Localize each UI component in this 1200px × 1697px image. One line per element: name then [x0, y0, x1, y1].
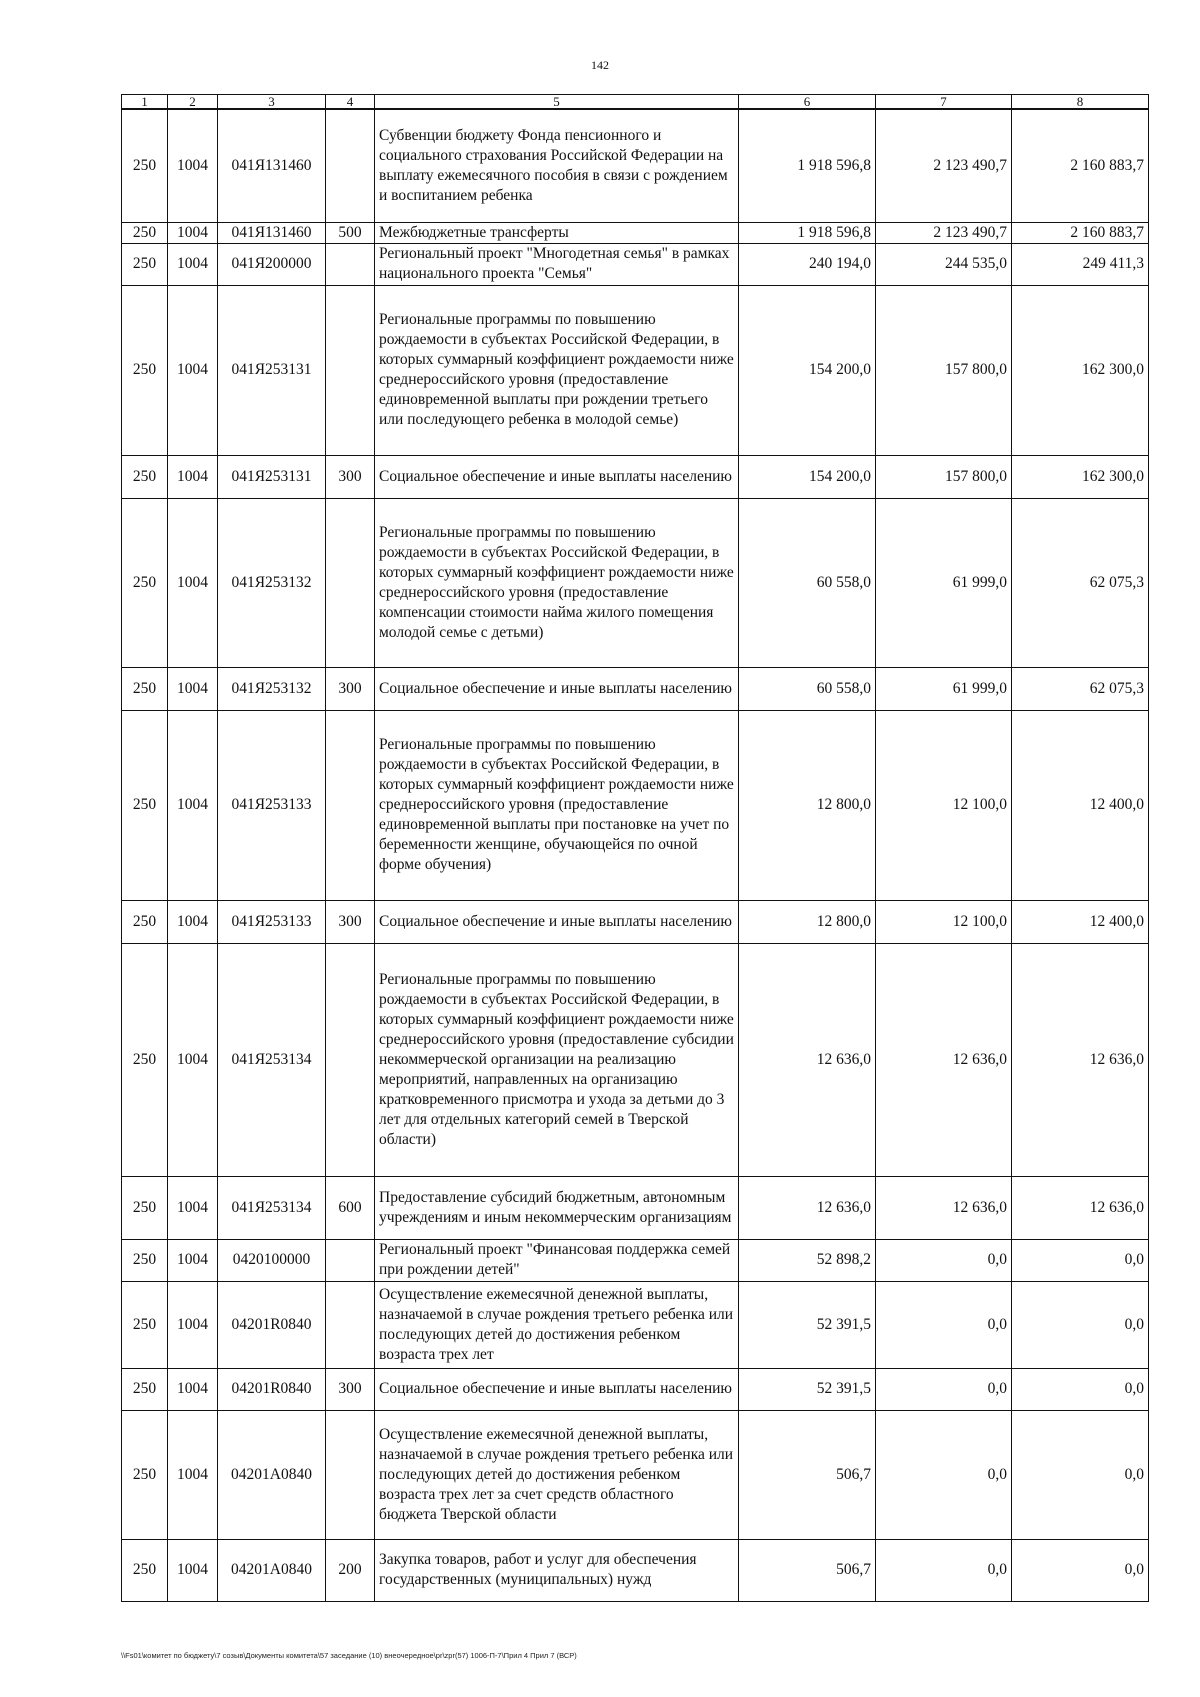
cell-ministry: 250: [122, 1176, 168, 1239]
cell-amount-year-1: 52 391,5: [739, 1281, 876, 1368]
cell-target-article: 04201A0840: [218, 1539, 326, 1601]
cell-ministry: 250: [122, 1368, 168, 1410]
cell-target-article: 04201R0840: [218, 1368, 326, 1410]
cell-description: Региональные программы по повышению рождаемости в субъектах Российской Федерации, в которых суммарный коэффициент рождаемости ниже среднероссийского уровня (предоставление единовременной выплаты при рождении третьего или последующего ребенка в молодой семье): [375, 285, 739, 455]
cell-expense-type: [326, 1239, 375, 1281]
cell-amount-year-3: 12 400,0: [1012, 900, 1149, 943]
cell-ministry: 250: [122, 222, 168, 243]
cell-ministry: 250: [122, 1239, 168, 1281]
cell-section: 1004: [168, 1368, 218, 1410]
column-header-7: 7: [876, 95, 1012, 110]
cell-description: Региональные программы по повышению рождаемости в субъектах Российской Федерации, в которых суммарный коэффициент рождаемости ниже среднероссийского уровня (предоставление субсидии некоммерческой организации на реализацию мероприятий, направленных на организацию кратковременного присмотра и ухода за детьми до 3 лет для отдельных категорий семей в Тверской области): [375, 943, 739, 1176]
cell-expense-type: 300: [326, 1368, 375, 1410]
cell-amount-year-1: 52 898,2: [739, 1239, 876, 1281]
table-row: [122, 710, 1149, 900]
cell-amount-year-1: 60 558,0: [739, 498, 876, 667]
cell-expense-type: [326, 710, 375, 900]
table-row: [122, 1539, 1149, 1601]
table-row: [122, 900, 1149, 943]
cell-ministry: 250: [122, 243, 168, 285]
cell-description: Социальное обеспечение и иные выплаты населению: [375, 455, 739, 498]
cell-target-article: 0420100000: [218, 1239, 326, 1281]
cell-description: Субвенции бюджету Фонда пенсионного и социального страхования Российской Федерации на выплату ежемесячного пособия в связи с рождением и воспитанием ребенка: [375, 109, 739, 222]
cell-amount-year-3: 2 160 883,7: [1012, 222, 1149, 243]
table-row: [122, 455, 1149, 498]
cell-ministry: 250: [122, 498, 168, 667]
cell-amount-year-2: 61 999,0: [876, 498, 1012, 667]
cell-amount-year-1: 1 918 596,8: [739, 222, 876, 243]
column-header-4: 4: [326, 95, 375, 110]
cell-section: 1004: [168, 455, 218, 498]
cell-expense-type: 300: [326, 667, 375, 710]
cell-amount-year-2: 2 123 490,7: [876, 222, 1012, 243]
cell-expense-type: [326, 243, 375, 285]
cell-section: 1004: [168, 943, 218, 1176]
cell-amount-year-2: 0,0: [876, 1410, 1012, 1539]
cell-amount-year-2: 12 636,0: [876, 1176, 1012, 1239]
cell-description: Предоставление субсидий бюджетным, автономным учреждениям и иным некоммерческим организациям: [375, 1176, 739, 1239]
cell-target-article: 041Я253131: [218, 455, 326, 498]
cell-amount-year-3: 2 160 883,7: [1012, 109, 1149, 222]
cell-expense-type: [326, 285, 375, 455]
cell-amount-year-1: 12 800,0: [739, 900, 876, 943]
cell-description: Осуществление ежемесячной денежной выплаты, назначаемой в случае рождения третьего ребенка или последующих детей до достижения ребенком возраста трех лет: [375, 1281, 739, 1368]
cell-description: Региональный проект "Финансовая поддержка семей при рождении детей": [375, 1239, 739, 1281]
cell-section: 1004: [168, 1410, 218, 1539]
cell-target-article: 041Я200000: [218, 243, 326, 285]
cell-target-article: 041Я253133: [218, 900, 326, 943]
cell-amount-year-2: 157 800,0: [876, 455, 1012, 498]
cell-section: 1004: [168, 1281, 218, 1368]
cell-amount-year-1: 52 391,5: [739, 1368, 876, 1410]
cell-expense-type: 600: [326, 1176, 375, 1239]
cell-amount-year-1: 506,7: [739, 1410, 876, 1539]
cell-amount-year-3: 0,0: [1012, 1539, 1149, 1601]
table-row: [122, 1281, 1149, 1368]
cell-amount-year-1: 12 800,0: [739, 710, 876, 900]
cell-amount-year-3: 12 400,0: [1012, 710, 1149, 900]
table-row: [122, 285, 1149, 455]
cell-amount-year-3: 12 636,0: [1012, 1176, 1149, 1239]
cell-expense-type: 500: [326, 222, 375, 243]
table-row: [122, 943, 1149, 1176]
cell-ministry: 250: [122, 900, 168, 943]
cell-amount-year-3: 0,0: [1012, 1368, 1149, 1410]
cell-amount-year-3: 62 075,3: [1012, 667, 1149, 710]
cell-section: 1004: [168, 498, 218, 667]
table-row: [122, 1368, 1149, 1410]
cell-amount-year-2: 0,0: [876, 1281, 1012, 1368]
cell-amount-year-2: 61 999,0: [876, 667, 1012, 710]
cell-amount-year-2: 12 100,0: [876, 900, 1012, 943]
cell-amount-year-2: 244 535,0: [876, 243, 1012, 285]
column-header-3: 3: [218, 95, 326, 110]
cell-description: Социальное обеспечение и иные выплаты населению: [375, 1368, 739, 1410]
column-header-2: 2: [168, 95, 218, 110]
page-number: 142: [591, 58, 609, 72]
cell-amount-year-3: 12 636,0: [1012, 943, 1149, 1176]
cell-ministry: 250: [122, 710, 168, 900]
cell-description: Межбюджетные трансферты: [375, 222, 739, 243]
cell-expense-type: 200: [326, 1539, 375, 1601]
cell-amount-year-1: 12 636,0: [739, 1176, 876, 1239]
cell-amount-year-3: 162 300,0: [1012, 455, 1149, 498]
table-row: [122, 498, 1149, 667]
cell-amount-year-2: 0,0: [876, 1368, 1012, 1410]
cell-target-article: 041Я131460: [218, 109, 326, 222]
cell-ministry: 250: [122, 455, 168, 498]
cell-target-article: 04201A0840: [218, 1410, 326, 1539]
cell-description: Осуществление ежемесячной денежной выплаты, назначаемой в случае рождения третьего ребенка или последующих детей до достижения ребенком возраста трех лет за счет средств областного бюджета Тверской области: [375, 1410, 739, 1539]
cell-section: 1004: [168, 243, 218, 285]
table-row: [122, 1410, 1149, 1539]
cell-target-article: 041Я253134: [218, 1176, 326, 1239]
cell-section: 1004: [168, 1539, 218, 1601]
table-row: [122, 109, 1149, 222]
cell-ministry: 250: [122, 109, 168, 222]
cell-section: 1004: [168, 710, 218, 900]
cell-target-article: 041Я131460: [218, 222, 326, 243]
file-path-footer: \\Fs01\комитет по бюджету\7 созыв\Документы комитета\57 заседание (10) внеочередное\pr\zpr(57) 1006-П-7\Прил 4 Прил 7 (ВСР): [121, 1651, 577, 1660]
cell-section: 1004: [168, 222, 218, 243]
cell-amount-year-1: 12 636,0: [739, 943, 876, 1176]
cell-amount-year-2: 12 636,0: [876, 943, 1012, 1176]
cell-amount-year-3: 0,0: [1012, 1281, 1149, 1368]
table-row: [122, 243, 1149, 285]
cell-ministry: 250: [122, 667, 168, 710]
cell-expense-type: [326, 109, 375, 222]
cell-amount-year-1: 240 194,0: [739, 243, 876, 285]
table-row: [122, 222, 1149, 243]
table-row: [122, 1176, 1149, 1239]
cell-ministry: 250: [122, 285, 168, 455]
cell-target-article: 041Я253132: [218, 667, 326, 710]
cell-section: 1004: [168, 667, 218, 710]
cell-amount-year-2: 0,0: [876, 1539, 1012, 1601]
cell-target-article: 041Я253132: [218, 498, 326, 667]
cell-section: 1004: [168, 285, 218, 455]
table-row: [122, 667, 1149, 710]
column-header-6: 6: [739, 95, 876, 110]
cell-amount-year-3: 0,0: [1012, 1239, 1149, 1281]
column-header-8: 8: [1012, 95, 1149, 110]
cell-expense-type: 300: [326, 455, 375, 498]
cell-target-article: 041Я253133: [218, 710, 326, 900]
cell-expense-type: [326, 1410, 375, 1539]
cell-amount-year-3: 0,0: [1012, 1410, 1149, 1539]
cell-amount-year-2: 157 800,0: [876, 285, 1012, 455]
cell-amount-year-3: 249 411,3: [1012, 243, 1149, 285]
cell-ministry: 250: [122, 1539, 168, 1601]
cell-description: Социальное обеспечение и иные выплаты населению: [375, 900, 739, 943]
cell-expense-type: [326, 498, 375, 667]
cell-description: Региональные программы по повышению рождаемости в субъектах Российской Федерации, в которых суммарный коэффициент рождаемости ниже среднероссийского уровня (предоставление единовременной выплаты при постановке на учет по беременности женщине, обучающейся по очной форме обучения): [375, 710, 739, 900]
cell-section: 1004: [168, 900, 218, 943]
column-header-5: 5: [375, 95, 739, 110]
cell-amount-year-1: 60 558,0: [739, 667, 876, 710]
cell-target-article: 041Я253131: [218, 285, 326, 455]
cell-expense-type: [326, 1281, 375, 1368]
cell-section: 1004: [168, 109, 218, 222]
header-row: [122, 95, 1149, 110]
cell-ministry: 250: [122, 943, 168, 1176]
column-header-1: 1: [122, 95, 168, 110]
cell-amount-year-1: 506,7: [739, 1539, 876, 1601]
cell-amount-year-1: 154 200,0: [739, 455, 876, 498]
cell-expense-type: [326, 943, 375, 1176]
cell-section: 1004: [168, 1239, 218, 1281]
cell-target-article: 041Я253134: [218, 943, 326, 1176]
cell-amount-year-1: 154 200,0: [739, 285, 876, 455]
cell-amount-year-3: 162 300,0: [1012, 285, 1149, 455]
cell-amount-year-2: 12 100,0: [876, 710, 1012, 900]
cell-description: Региональные программы по повышению рождаемости в субъектах Российской Федерации, в которых суммарный коэффициент рождаемости ниже среднероссийского уровня (предоставление компенсации стоимости найма жилого помещения молодой семье с детьми): [375, 498, 739, 667]
cell-expense-type: 300: [326, 900, 375, 943]
cell-ministry: 250: [122, 1281, 168, 1368]
cell-amount-year-3: 62 075,3: [1012, 498, 1149, 667]
cell-target-article: 04201R0840: [218, 1281, 326, 1368]
cell-section: 1004: [168, 1176, 218, 1239]
cell-amount-year-2: 2 123 490,7: [876, 109, 1012, 222]
cell-description: Социальное обеспечение и иные выплаты населению: [375, 667, 739, 710]
cell-amount-year-1: 1 918 596,8: [739, 109, 876, 222]
budget-table: [121, 94, 1149, 1602]
cell-description: Закупка товаров, работ и услуг для обеспечения государственных (муниципальных) нужд: [375, 1539, 739, 1601]
cell-ministry: 250: [122, 1410, 168, 1539]
cell-amount-year-2: 0,0: [876, 1239, 1012, 1281]
cell-description: Региональный проект "Многодетная семья" в рамках национального проекта "Семья": [375, 243, 739, 285]
table-row: [122, 1239, 1149, 1281]
